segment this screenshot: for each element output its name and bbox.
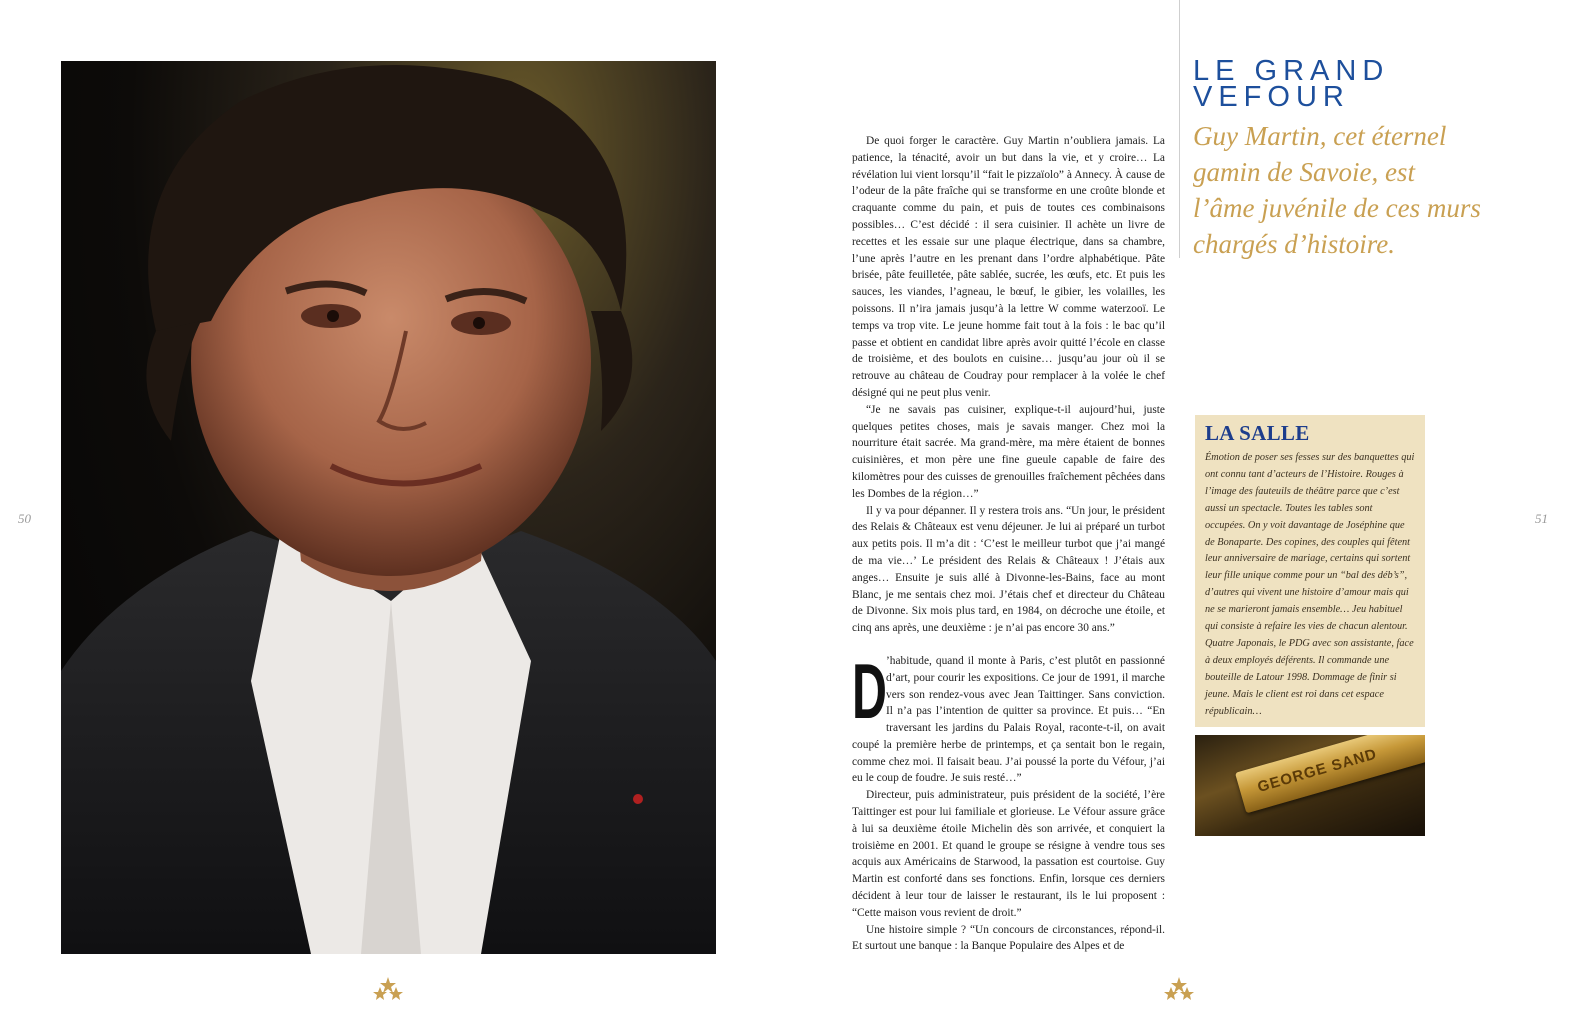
article-paragraph: Une histoire simple ? “Un concours de circonstances, répond-il. Et surtout une banque : la Banque Populaire des Alpes et de <box>852 923 1165 953</box>
portrait-photo <box>61 61 716 954</box>
stars-icon <box>1164 976 1194 1002</box>
page-number-left: 50 <box>18 511 31 526</box>
article-paragraph-text: ’habitude, quand il monte à Paris, c’est plutôt en passionné d’art, pour courir les expositions. Ce jour de 1991, il marche vers son rendez-vous avec Jean Taittinger. Sans conviction. Il n’a pas l’intention de quitter sa province. Et puis… “En traversant les jardins du Palais Royal, raconte-t-il, on avait coupé la première herbe de printemps, et ça sentait bon le regain, comme chez moi. Il faisait beau. J’ai poussé la porte du Véfour, j’ai eu le coup de foudre. Je suis resté…” <box>852 654 1165 785</box>
article-paragraph-dropcap <box>852 646 1165 787</box>
sidebar-heading: LA SALLE <box>1205 421 1310 445</box>
headline-title-line: LE GRAND <box>1193 55 1390 87</box>
stars-icon <box>373 976 403 1002</box>
sidebar-text: Émotion de poser ses fesses sur des banquettes qui ont connu tant d’acteurs de l’Histoire. Rouges à l’image des fauteuils de théâtre parce que c’est aussi un spectacle. Toutes les tables sont occupées. On y voit davantage de Joséphine que de Bonaparte. Des copines, des couples qui fêtent leur anniversaire de mariage, certains qui sortent leur fille unique comme pour un “bal des déb’s”, d’autres qui vivent une histoire d’amour mais qui ne se marieront jamais ensemble… Jeu habituel qui consiste à refaire les vies de chacun alentour. Quatre Japonais, le PDG avec son assistante, face à deux employés déférents. Il commande une bouteille de Latour 1998. Dommage de finir si jeune. Mais le client est roi dans cet espace républicain… <box>1205 452 1415 717</box>
vertical-divider <box>1179 0 1180 258</box>
sidebar-box <box>1195 415 1425 727</box>
headline-subtitle: Guy Martin, cet éternel gamin de Savoie, est l’âme juvénile de ces murs chargés d’histoire. <box>1193 121 1481 259</box>
drop-cap: D <box>852 646 887 735</box>
name-plaque <box>1235 735 1425 813</box>
headline-title <box>1193 55 1553 113</box>
article-body <box>852 133 1165 955</box>
plaque-photo <box>1195 735 1425 836</box>
page-number-right: 51 <box>1535 511 1548 526</box>
article-paragraph: “Je ne savais pas cuisiner, explique-t-il aujourd’hui, juste quelques petites choses, mais je savais manger. Chez moi la nourriture était sacrée. Ma grand-mère, ma mère étaient de bonnes cuisinières, et mon père une fine gueule capable de faire des kilomètres pour des cuisses de grenouilles fraîchement pêchées dans les Dombes de la région…” <box>852 403 1165 500</box>
article-paragraph: Il y va pour dépanner. Il y restera trois ans. “Un jour, le président des Relais & Châteaux est venu déjeuner. Je lui ai préparé un turbot aux petits pois. Il m’a dit : ‘C’est le meilleur turbot que j’ai mangé de ma vie…’ Le président des Relais & Châteaux ! J’étais aux anges… Ensuite je suis allé à Divonne-les-Bains, face au mont Blanc, je me sentais chez moi. J’étais chef et directeur du Château de Divonne. Six mois plus tard, en 1984, on décroche une étoile, et cinq ans après, une deuxième : je n’ai pas encore 30 ans.” <box>852 504 1165 635</box>
headline-block <box>1193 55 1553 262</box>
article-paragraph: Directeur, puis administrateur, puis président de la société, l’ère Taittinger est pour lui familiale et glorieuse. Le Véfour assure grâce à lui sa deuxième étoile Michelin dès son arrivée, et conquiert la troisième en 2001. Et quand le groupe se résigne à vendre tous ses acquis aux Américains de Starwood, la passation est courtoise. Guy Martin est conforté dans ses fonctions. Enfin, lorsque ces derniers décident à leur tour de laisser le restaurant, ils le lui proposent : “Cette maison vous revient de droit.” <box>852 789 1165 919</box>
article-paragraph: De quoi forger le caractère. Guy Martin n’oubliera jamais. La patience, la ténacité, avoir un but dans la vie, et y croire… La révélation lui vient lorsqu’il “fait le pizzaïolo” à Annecy. À cause de l’odeur de la pâte fraîche qui se transforme en une croûte blonde et craquante comme du pain, et puis de toutes ces combinaisons possibles… C’est décidé : il sera cuisinier. Il achète un livre de recettes et les essaie sur une plaque électrique, dans sa chambre, l’une après l’autre en les prenant dans l’ordre alphabétique. Pâte brisée, pâte feuilletée, pâte sablée, sucrée, les œufs, etc. Et puis les sauces, les viandes, l’agneau, le bœuf, le gibier, les volailles, les poissons. Il n’ira jamais jusqu’à la lettre W comme waterzooï. Le temps va trop vite. Le jeune homme fait tout à la fois : le bac qu’il passe et obtient en candidat libre après avoir quitté l’école en classe de troisième, et des boulots en cuisine… jusqu’au jour où il se retrouve au château de Coudray pour remplacer à la volée le chef désigné qui ne peut plus venir. <box>852 135 1165 399</box>
plaque-text: GEORGE SAND <box>1255 745 1380 796</box>
headline-title-line: VEFOUR <box>1193 81 1350 113</box>
